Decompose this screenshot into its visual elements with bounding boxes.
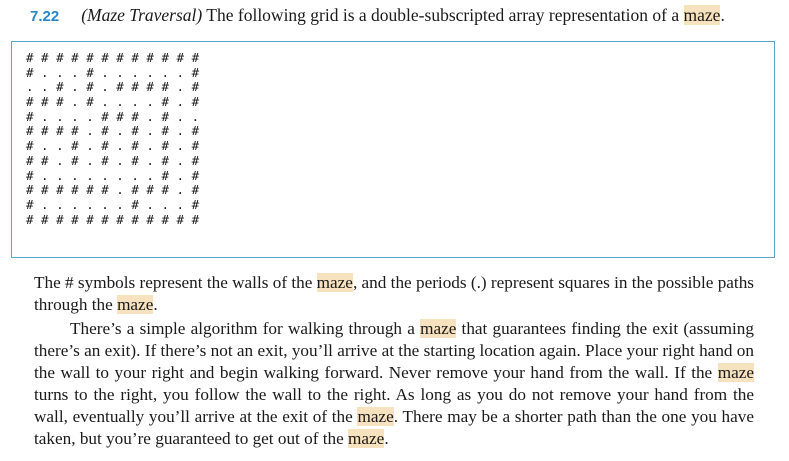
highlighted-word: maze bbox=[357, 407, 394, 426]
maze-grid-box bbox=[11, 41, 775, 258]
highlighted-word: maze bbox=[117, 295, 154, 314]
paragraph-algorithm bbox=[34, 318, 754, 450]
paragraph-maze-symbols bbox=[34, 272, 754, 316]
paragraph-text: There’s a simple algorithm for walking through a bbox=[70, 319, 421, 338]
maze-row: # . . . . . . # . . . # bbox=[26, 196, 200, 212]
maze-row: # . . . # . . . . . . # bbox=[26, 64, 200, 80]
paragraph-text: turns to the right, you follow the wall to the right. As long as you do not remove your hand from the wall, eventually you’ll arrive at the exit of the bbox=[34, 385, 754, 426]
maze-grid bbox=[26, 51, 199, 227]
maze-row: # # . # . # . # . # . # bbox=[26, 152, 200, 168]
paragraph-text: , and the periods (.) represent squares in the possible paths through the bbox=[34, 273, 754, 314]
maze-row: # . . . . # # # . # . . bbox=[26, 108, 200, 124]
maze-row: # # # # # # . # # # . # bbox=[26, 182, 200, 198]
maze-row: # # # . # . . . . # . # bbox=[26, 94, 200, 110]
paragraph-text: The # symbols represent the walls of the bbox=[34, 273, 317, 292]
highlighted-word: maze bbox=[717, 363, 754, 382]
exercise-intro-end: . bbox=[720, 5, 725, 25]
exercise-number: 7.22 bbox=[30, 8, 60, 25]
highlighted-word: maze bbox=[348, 429, 385, 448]
paragraph-text: . bbox=[153, 295, 158, 314]
highlighted-word: maze bbox=[316, 273, 353, 292]
maze-row: # . . # . # . # . # . # bbox=[26, 138, 200, 154]
paragraph-text: . bbox=[384, 429, 389, 448]
maze-row: # # # # # # # # # # # # bbox=[26, 50, 200, 65]
paragraph-text: . There may be a shorter path than the one you have taken, but you’re guaranteed to get out of the bbox=[34, 407, 755, 448]
exercise-intro-text: The following grid is a double-subscripted array representation of a bbox=[202, 5, 684, 25]
paragraph-text: that guarantees finding the exit (assuming there’s an exit). If there’s not an exit, you’ll arrive at the starting location again. Place your right hand on the wall to your right and begin walking forward. Never remove your hand from the wall. If the bbox=[34, 319, 754, 382]
maze-row: # . . . . . . . . # . # bbox=[26, 167, 200, 183]
highlighted-word: maze bbox=[420, 319, 457, 338]
exercise-title: (Maze Traversal) bbox=[81, 5, 203, 25]
maze-row: # # # # . # . # . # . # bbox=[26, 123, 200, 139]
highlighted-word: maze bbox=[683, 5, 721, 25]
exercise-heading bbox=[30, 4, 770, 28]
maze-row: # # # # # # # # # # # # bbox=[26, 211, 200, 227]
maze-row: . . # . # . # # # # . # bbox=[26, 79, 200, 95]
